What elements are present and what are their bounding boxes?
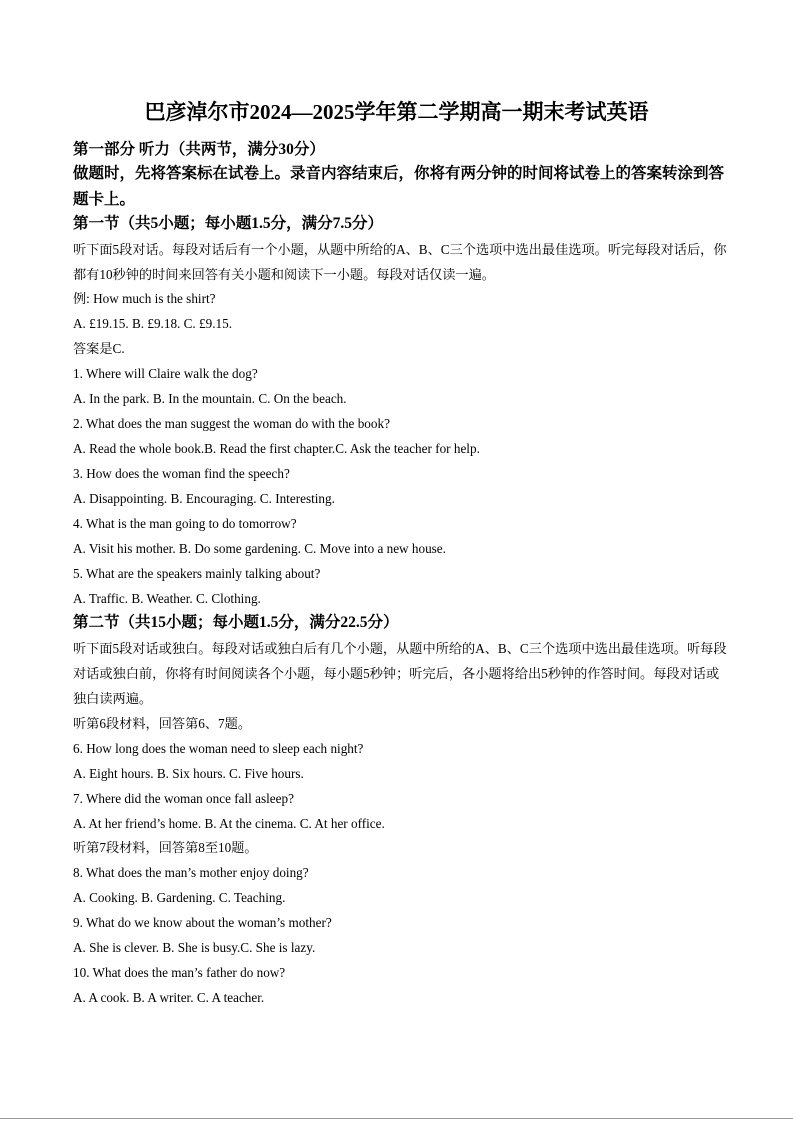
question-2-options: A. Read the whole book.B. Read the first chapter.C. Ask the teacher for help. xyxy=(73,441,480,456)
question-6-options: A. Eight hours. B. Six hours. C. Five hours. xyxy=(73,766,304,781)
example-question: 例: How much is the shirt? xyxy=(73,291,216,306)
question-9-options: A. She is clever. B. She is busy.C. She is lazy. xyxy=(73,940,316,955)
section1-heading: 第一节（共5小题；每小题1.5分，满分7.5分） xyxy=(73,215,384,232)
question-4: 4. What is the man going to do tomorrow? xyxy=(73,516,297,531)
section2-instructions: 听下面5段对话或独白。每段对话或独白后有几个小题，从题中所给的A、B、C三个选项中选出最佳选项。听每段对话或独白前，你将有时间阅读各个小题，每小题5秒钟；听完后，各小题将给出5秒钟的作答时间。每段对话或独白读两遍。 xyxy=(73,641,727,706)
question-5-options: A. Traffic. B. Weather. C. Clothing. xyxy=(73,591,261,606)
example-answer: 答案是C. xyxy=(73,341,125,356)
page-bottom-divider xyxy=(0,1118,793,1119)
question-3: 3. How does the woman find the speech? xyxy=(73,466,290,481)
part1-heading: 第一部分 听力（共两节，满分30分） xyxy=(73,141,325,158)
question-9: 9. What do we know about the woman’s mother? xyxy=(73,915,332,930)
question-8-options: A. Cooking. B. Gardening. C. Teaching. xyxy=(73,890,286,905)
page-title: 巴彦淖尔市2024—2025学年第二学期高一期末考试英语 xyxy=(144,100,649,124)
question-2: 2. What does the man suggest the woman do with the book? xyxy=(73,416,390,431)
material-7-label: 听第7段材料，回答第8至10题。 xyxy=(73,840,258,855)
material-6-label: 听第6段材料，回答第6、7题。 xyxy=(73,716,252,731)
question-8: 8. What does the man’s mother enjoy doing? xyxy=(73,865,309,880)
question-7: 7. Where did the woman once fall asleep? xyxy=(73,791,294,806)
part1-note: 做题时，先将答案标在试卷上。录音内容结束后，你将有两分钟的时间将试卷上的答案转涂到答题卡上。 xyxy=(73,165,725,208)
question-10: 10. What does the man’s father do now? xyxy=(73,965,286,980)
question-3-options: A. Disappointing. B. Encouraging. C. Interesting. xyxy=(73,491,335,506)
question-4-options: A. Visit his mother. B. Do some gardening. C. Move into a new house. xyxy=(73,541,446,556)
question-6: 6. How long does the woman need to sleep each night? xyxy=(73,741,364,756)
question-7-options: A. At her friend’s home. B. At the cinema. C. At her office. xyxy=(73,816,385,831)
question-1: 1. Where will Claire walk the dog? xyxy=(73,366,258,381)
question-1-options: A. In the park. B. In the mountain. C. On the beach. xyxy=(73,391,347,406)
section1-instructions: 听下面5段对话。每段对话后有一个小题，从题中所给的A、B、C三个选项中选出最佳选项。听完每段对话后，你都有10秒钟的时间来回答有关小题和阅读下一小题。每段对话仅读一遍。 xyxy=(73,242,727,282)
section2-heading: 第二节（共15小题；每小题1.5分，满分22.5分） xyxy=(73,614,399,631)
question-10-options: A. A cook. B. A writer. C. A teacher. xyxy=(73,990,265,1005)
question-5: 5. What are the speakers mainly talking about? xyxy=(73,566,321,581)
example-options: A. £19.15. B. £9.18. C. £9.15. xyxy=(73,316,232,331)
